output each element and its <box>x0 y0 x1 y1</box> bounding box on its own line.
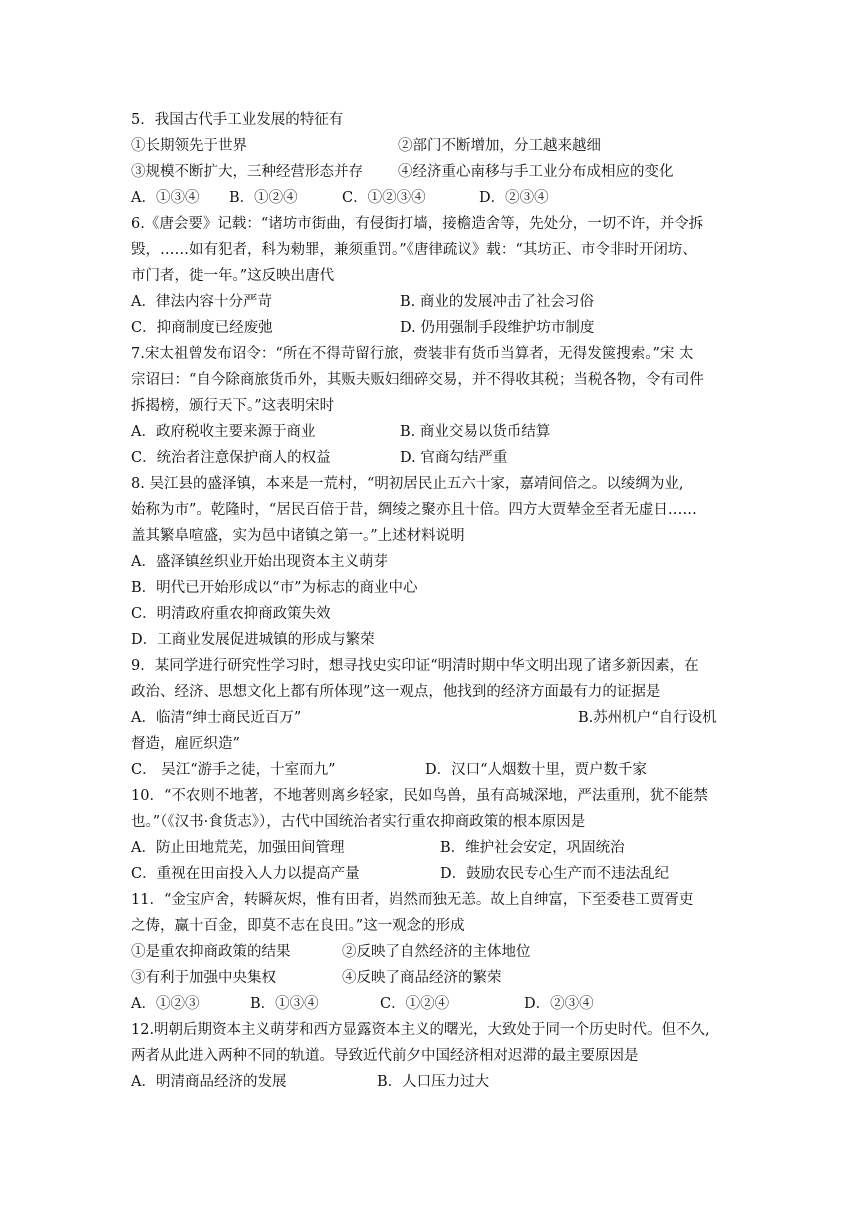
choice-d: D．汉口“人烟数十里，贾户数千家 <box>425 762 648 778</box>
choice-c: C．抑商制度已经废弛 <box>131 320 273 336</box>
choice-d: D．工商业发展促进城镇的形成与繁荣 <box>131 632 375 648</box>
choice-a: A．①③④ <box>131 190 200 206</box>
choice-b: B. 商业交易以货币结算 <box>400 424 551 440</box>
question-10-stem-line: 10．“不农则不地著，不地著则离乡轻家，民如鸟兽，虽有高城深地，严法重刑，犹不能禁 <box>131 788 708 804</box>
choice-d: D. 仍用强制手段维护坊市制度 <box>400 320 595 336</box>
question-7-stem-line: 7.宋太祖曾发布诏令：“所在不得苛留行旅，赍装非有货币当算者，无得发箧搜索。”宋 太 <box>131 346 694 362</box>
question-7-stem-line: 拆揭榜，颁行天下。”这表明宋时 <box>131 398 335 414</box>
choice-c: C．明清政府重农抑商政策失效 <box>131 606 331 622</box>
question-11-stem-line: 之俦，赢十百金，即莫不志在良田。”这一观念的形成 <box>131 918 465 934</box>
option-2: ②反映了自然经济的主体地位 <box>342 944 531 960</box>
question-9-stem-line: 政治、经济、思想文化上都有所体现”这一观点，他找到的经济方面最有力的证据是 <box>131 684 661 700</box>
choice-d: D．鼓励农民专心生产而不违法乱纪 <box>440 866 670 882</box>
choice-c: C．重视在田亩投入人力以提高产量 <box>131 866 360 882</box>
choice-a: A．明清商品经济的发展 <box>131 1074 287 1090</box>
option-2: ②部门不断增加，分工越来越细 <box>398 138 601 154</box>
option-1: ①长期领先于世界 <box>131 138 247 154</box>
choice-b: B. 商业的发展冲击了社会习俗 <box>400 294 594 310</box>
question-12-stem-line: 两者从此进入两种不同的轨道。导致近代前夕中国经济相对迟滞的最主要原因是 <box>131 1048 639 1064</box>
choice-c: C．统治者注意保护商人的权益 <box>131 450 331 466</box>
choice-b: B．①②④ <box>229 190 298 206</box>
option-3: ③规模不断扩大，三种经营形态并存 <box>131 164 363 180</box>
question-8-stem-line: 始称为市”。乾隆时，“居民百倍于昔，绸绫之聚亦且十倍。四方大贾辇金至者无虚日…… <box>131 502 697 518</box>
choice-d: D. 官商勾结严重 <box>400 450 508 466</box>
choice-b: B．①③④ <box>250 996 319 1012</box>
choice-c: C． 吴江“游手之徒，十室而九” <box>131 762 336 778</box>
option-4: ④经济重心南移与手工业分布成相应的变化 <box>398 164 674 180</box>
choice-c: C．①②④ <box>380 996 450 1012</box>
question-8-stem-line: 8. 吴江县的盛泽镇，本来是一荒村，“明初居民止五六十家，嘉靖间倍之。以绫绸为业, <box>131 476 684 492</box>
choice-d: D．②③④ <box>524 996 594 1012</box>
question-11-stem-line: 11．“金宝庐舍，转瞬灰烬，惟有田者，岿然而独无恙。故上自绅富，下至委巷工贾胥吏 <box>131 892 694 908</box>
choice-a: A．盛泽镇丝织业开始出现资本主义萌芽 <box>131 554 388 570</box>
choice-b: B．维护社会安定，巩固统治 <box>440 840 625 856</box>
choice-b: B．人口压力过大 <box>377 1074 490 1090</box>
choice-a: A．①②③ <box>131 996 200 1012</box>
choice-b: B．明代已开始形成以“市”为标志的商业中心 <box>131 580 418 596</box>
option-1: ①是重农抑商政策的结果 <box>131 944 291 960</box>
choice-b: B.苏州机户“自行设机 <box>578 710 717 726</box>
question-5-stem: 5．我国古代手工业发展的特征有 <box>131 112 344 128</box>
question-8-stem-line: 盖其繁阜喧盛，实为邑中诸镇之第一。”上述材料说明 <box>131 528 465 544</box>
question-9-stem-line: 9．某同学进行研究性学习时，想寻找史实印证“明清时期中华文明出现了诸多新因素，在 <box>131 658 699 674</box>
choice-c: C．①②③④ <box>342 190 426 206</box>
option-3: ③有利于加强中央集权 <box>131 970 276 986</box>
question-12-stem-line: 12.明朝后期资本主义萌芽和西方显露资本主义的曙光，大致处于同一个历史时代。但不久, <box>131 1022 710 1038</box>
choice-a: A．律法内容十分严苛 <box>131 294 272 310</box>
question-7-stem-line: 宗诏曰：“自今除商旅货币外，其贩夫贩妇细碎交易，并不得收其税；当税各物，令有司件 <box>131 372 704 388</box>
question-10-stem-line: 也。”（《汉书·食货志》），古代中国统治者实行重农抑商政策的根本原因是 <box>131 814 586 830</box>
question-6-stem-line: 市门者，徙一年。”这反映出唐代 <box>131 268 335 284</box>
choice-a: A．临清“绅士商民近百万” <box>131 710 302 726</box>
choice-b-continued: 督造，雇匠织造” <box>131 736 240 752</box>
question-6-stem-line: 毁，……如有犯者，科为勑罪，兼须重罚。”《唐律疏议》载：“其坊正、市令非时开闭坊、 <box>131 242 697 258</box>
question-6-stem-line: 6.《唐会要》记载：“诸坊市街曲，有侵街打墙，接檐造舍等，先处分，一切不许，并令拆 <box>131 216 704 232</box>
choice-d: D．②③④ <box>479 190 549 206</box>
option-4: ④反映了商品经济的繁荣 <box>342 970 502 986</box>
choice-a: A．政府税收主要来源于商业 <box>131 424 316 440</box>
choice-a: A．防止田地荒芜，加强田间管理 <box>131 840 345 856</box>
